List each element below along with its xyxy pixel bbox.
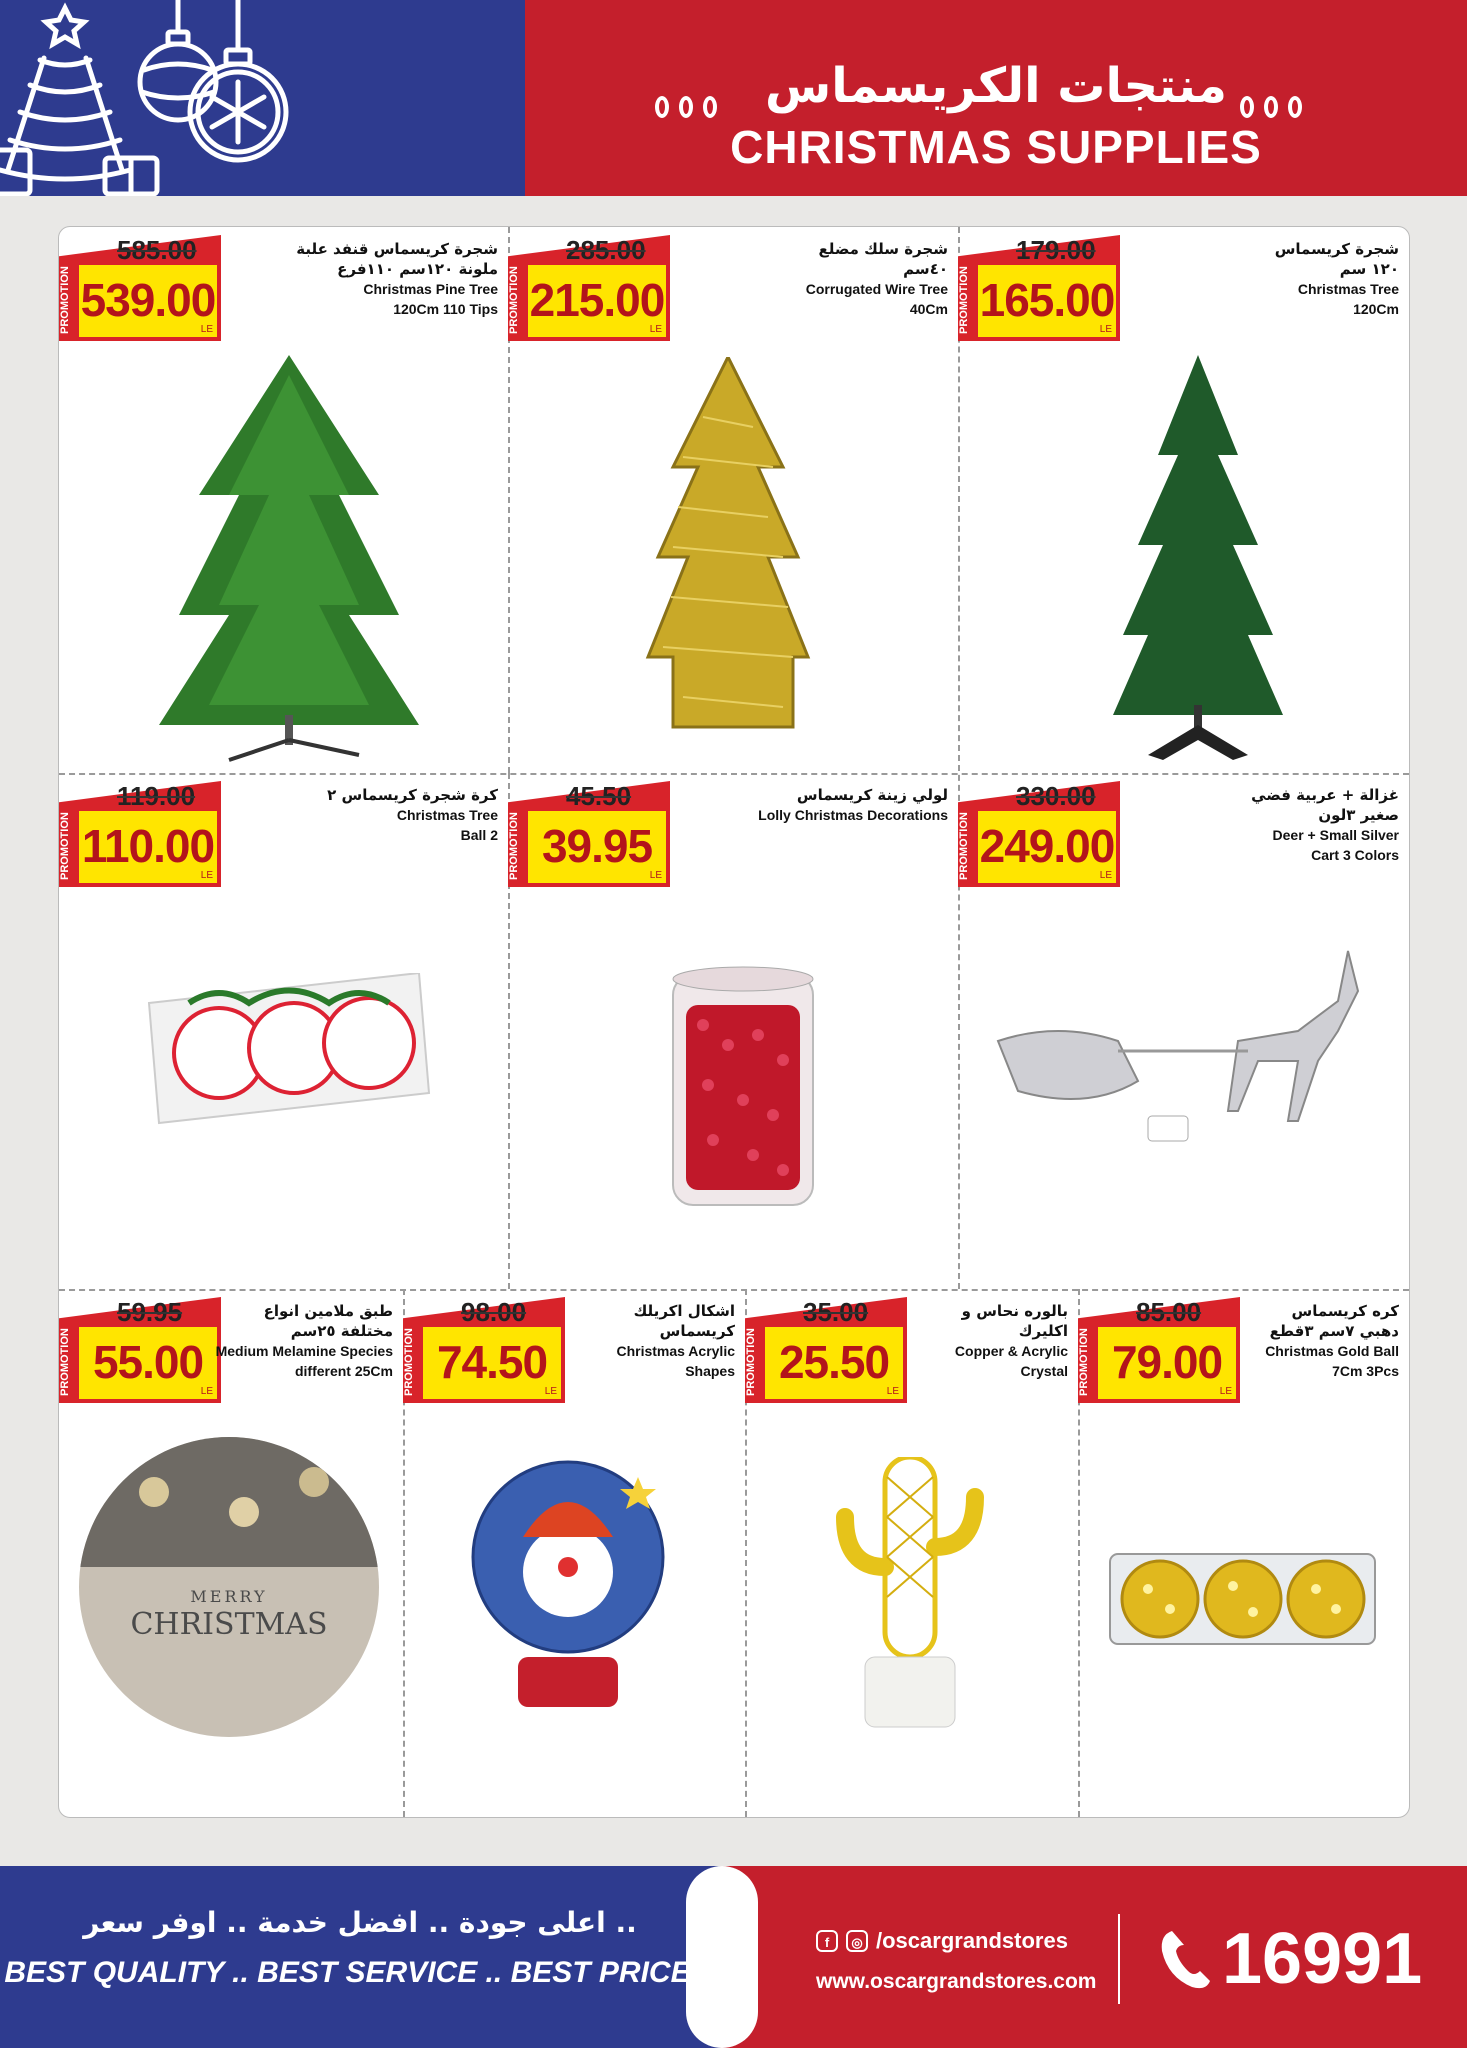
product-card[interactable] bbox=[59, 227, 508, 773]
product-name: Deer + Small Silver bbox=[1272, 827, 1399, 843]
product-name-arabic-2: صغير ٣لون bbox=[1318, 806, 1399, 824]
currency-label: LE bbox=[200, 324, 213, 335]
slogan-arabic: اعلى جودة .. افضل خدمة .. اوفر سعر .. bbox=[83, 1906, 637, 1939]
product-name: Christmas Tree bbox=[1297, 281, 1399, 297]
product-name: Christmas Pine Tree bbox=[363, 281, 498, 297]
product-name-arabic: شجرة كريسماس قنفد علبة bbox=[296, 240, 498, 258]
promotion-label: PROMOTION bbox=[59, 1328, 71, 1396]
currency-label: LE bbox=[1099, 324, 1112, 335]
cactus-lamp-image bbox=[825, 1457, 995, 1737]
new-price: 55.00 bbox=[92, 1336, 204, 1388]
price-tag bbox=[403, 1297, 565, 1403]
header bbox=[0, 0, 1467, 196]
old-price: 285.00 bbox=[566, 235, 646, 265]
promotion-label: PROMOTION bbox=[958, 266, 970, 334]
phone-number[interactable]: 16991 bbox=[1222, 1919, 1423, 1999]
currency-label: LE bbox=[1219, 1386, 1232, 1397]
christmas-ornaments-icon bbox=[0, 0, 525, 196]
ornament-balls-box-image bbox=[139, 973, 439, 1133]
product-name-arabic-2: ملونة ١٢٠سم ١١٠فرع bbox=[337, 260, 498, 278]
old-price: 45.50 bbox=[566, 781, 632, 811]
product-description bbox=[216, 1301, 393, 1381]
promotion-label: PROMOTION bbox=[958, 812, 970, 880]
currency-label: LE bbox=[649, 870, 662, 881]
divider bbox=[1118, 1914, 1120, 2004]
new-price: 110.00 bbox=[81, 820, 215, 872]
promotion-label: PROMOTION bbox=[1078, 1328, 1090, 1396]
currency-label: LE bbox=[1099, 870, 1112, 881]
price-tag bbox=[508, 235, 670, 341]
new-price: 79.00 bbox=[1111, 1336, 1223, 1388]
product-description bbox=[758, 785, 948, 825]
social-links[interactable] bbox=[816, 1928, 1068, 1954]
product-name-arabic-2: دهبي ٧سم ٣قطع bbox=[1269, 1322, 1399, 1340]
new-price: 539.00 bbox=[80, 274, 216, 326]
product-size: 7Cm 3Pcs bbox=[1332, 1363, 1399, 1379]
pine-tree-image bbox=[159, 355, 419, 765]
old-price: 85.00 bbox=[1136, 1297, 1202, 1327]
price-tag bbox=[958, 781, 1120, 887]
price-tag bbox=[745, 1297, 907, 1403]
currency-label: LE bbox=[200, 1386, 213, 1397]
new-price: 39.95 bbox=[541, 820, 653, 872]
melamine-plate-image bbox=[79, 1437, 379, 1737]
product-name: Copper & Acrylic bbox=[954, 1343, 1068, 1359]
product-name: Lolly Christmas Decorations bbox=[758, 807, 948, 823]
product-name-arabic: غزالة + عربية فضي bbox=[1251, 786, 1399, 804]
slogan: BEST QUALITY .. BEST SERVICE .. BEST PRICE .. bbox=[4, 1956, 716, 1989]
product-grid bbox=[58, 226, 1410, 1818]
product-name-arabic: بالوره نحاس و bbox=[961, 1302, 1068, 1320]
promotion-label: PROMOTION bbox=[508, 266, 520, 334]
product-name: Christmas Acrylic bbox=[616, 1343, 735, 1359]
phone-icon bbox=[1158, 1927, 1214, 1991]
price-tag bbox=[958, 235, 1120, 341]
product-card[interactable] bbox=[59, 773, 508, 1289]
old-price: 119.00 bbox=[117, 781, 196, 811]
product-description bbox=[1251, 785, 1399, 865]
currency-label: LE bbox=[544, 1386, 557, 1397]
price-tag bbox=[59, 1297, 221, 1403]
plate-text: MERRY bbox=[190, 1587, 268, 1606]
product-name: Christmas Gold Ball bbox=[1265, 1343, 1399, 1359]
product-card[interactable] bbox=[1078, 1289, 1409, 1817]
product-name: Corrugated Wire Tree bbox=[805, 281, 948, 297]
new-price: 74.50 bbox=[436, 1336, 548, 1388]
product-description bbox=[1275, 239, 1399, 319]
new-price: 25.50 bbox=[778, 1336, 890, 1388]
price-tag bbox=[1078, 1297, 1240, 1403]
product-card[interactable] bbox=[59, 1289, 403, 1817]
price-tag bbox=[59, 781, 221, 887]
bead-garland-jar-image bbox=[668, 965, 818, 1215]
facebook-icon[interactable]: f bbox=[816, 1930, 838, 1952]
instagram-icon[interactable]: ◎ bbox=[846, 1930, 868, 1952]
promotion-label: PROMOTION bbox=[59, 266, 71, 334]
footer bbox=[0, 1866, 1467, 2048]
product-size: Ball 2 bbox=[460, 827, 498, 843]
product-name-arabic: لولي زينة كريسماس bbox=[796, 786, 948, 804]
old-price: 330.00 bbox=[1016, 781, 1096, 811]
product-name-arabic: كره كريسماس bbox=[1291, 1302, 1399, 1320]
product-name-arabic: كرة شجرة كريسماس ٢ bbox=[327, 786, 498, 804]
product-card[interactable] bbox=[958, 227, 1409, 773]
old-price: 585.00 bbox=[117, 235, 197, 265]
currency-label: LE bbox=[200, 870, 213, 881]
product-card[interactable] bbox=[508, 773, 958, 1289]
product-name-arabic-2: اكليرك bbox=[1018, 1322, 1068, 1340]
product-card[interactable] bbox=[403, 1289, 745, 1817]
product-name: Medium Melamine Species bbox=[215, 1343, 393, 1359]
product-name-arabic-2: كريسماس bbox=[659, 1322, 735, 1340]
product-card[interactable] bbox=[745, 1289, 1078, 1817]
new-price: 249.00 bbox=[979, 820, 1115, 872]
new-price: 165.00 bbox=[979, 274, 1115, 326]
old-price: 179.00 bbox=[1016, 235, 1096, 265]
product-card[interactable] bbox=[958, 773, 1409, 1289]
product-description bbox=[806, 239, 948, 319]
product-size: Cart 3 Colors bbox=[1311, 847, 1399, 863]
deer-sleigh-image bbox=[988, 941, 1388, 1171]
product-name-arabic: شجرة كريسماس bbox=[1274, 240, 1399, 258]
gold-balls-box-image bbox=[1108, 1544, 1378, 1654]
currency-label: LE bbox=[886, 1386, 899, 1397]
old-price: 59.95 bbox=[117, 1297, 183, 1327]
plate-text-2: CHRISTMAS bbox=[130, 1607, 328, 1642]
promotion-label: PROMOTION bbox=[745, 1328, 757, 1396]
product-description bbox=[296, 239, 498, 319]
social-handle[interactable]: /oscargrandstores bbox=[876, 1928, 1068, 1953]
product-size: 120Cm 110 Tips bbox=[393, 301, 498, 317]
product-card[interactable] bbox=[508, 227, 958, 773]
header-decoration-panel bbox=[0, 0, 525, 196]
page-title-arabic: منتجات الكريسماس bbox=[764, 58, 1228, 114]
product-name-arabic: اشكال اكريلك bbox=[633, 1302, 735, 1320]
price-tag bbox=[508, 781, 670, 887]
wire-tree-image bbox=[643, 357, 813, 737]
christmas-tree-image bbox=[1108, 355, 1288, 765]
website-link[interactable]: www.oscargrandstores.com bbox=[816, 1970, 1097, 1993]
currency-label: LE bbox=[649, 324, 662, 335]
product-size: 120Cm bbox=[1353, 301, 1399, 317]
product-name-arabic: شجرة سلك مضلع bbox=[818, 240, 948, 258]
product-name-arabic-2: ٤٠سم bbox=[903, 260, 948, 278]
page-title: CHRISTMAS SUPPLIES bbox=[730, 121, 1262, 173]
product-name-arabic-2: ١٢٠ سم bbox=[1339, 260, 1399, 278]
product-size: Shapes bbox=[685, 1363, 735, 1379]
promotion-label: PROMOTION bbox=[403, 1328, 415, 1396]
santa-snowglobe-image bbox=[463, 1457, 683, 1717]
promotion-label: PROMOTION bbox=[59, 812, 71, 880]
old-price: 98.00 bbox=[461, 1297, 527, 1327]
old-price: 35.00 bbox=[803, 1297, 869, 1327]
hotline[interactable] bbox=[1158, 1918, 1422, 2000]
product-size: Crystal bbox=[1020, 1363, 1068, 1379]
product-name: Christmas Tree bbox=[396, 807, 498, 823]
product-description bbox=[1265, 1301, 1399, 1381]
product-description bbox=[616, 1301, 735, 1381]
product-description bbox=[955, 1301, 1068, 1381]
product-description bbox=[327, 785, 498, 845]
product-name-arabic-2: مختلفة ٢٥سم bbox=[290, 1322, 393, 1340]
product-name-arabic: طبق ملامين انواع bbox=[263, 1302, 393, 1320]
new-price: 215.00 bbox=[529, 274, 665, 326]
product-size: different 25Cm bbox=[294, 1363, 393, 1379]
price-tag bbox=[59, 235, 221, 341]
product-size: 40Cm bbox=[909, 301, 948, 317]
promotion-label: PROMOTION bbox=[508, 812, 520, 880]
